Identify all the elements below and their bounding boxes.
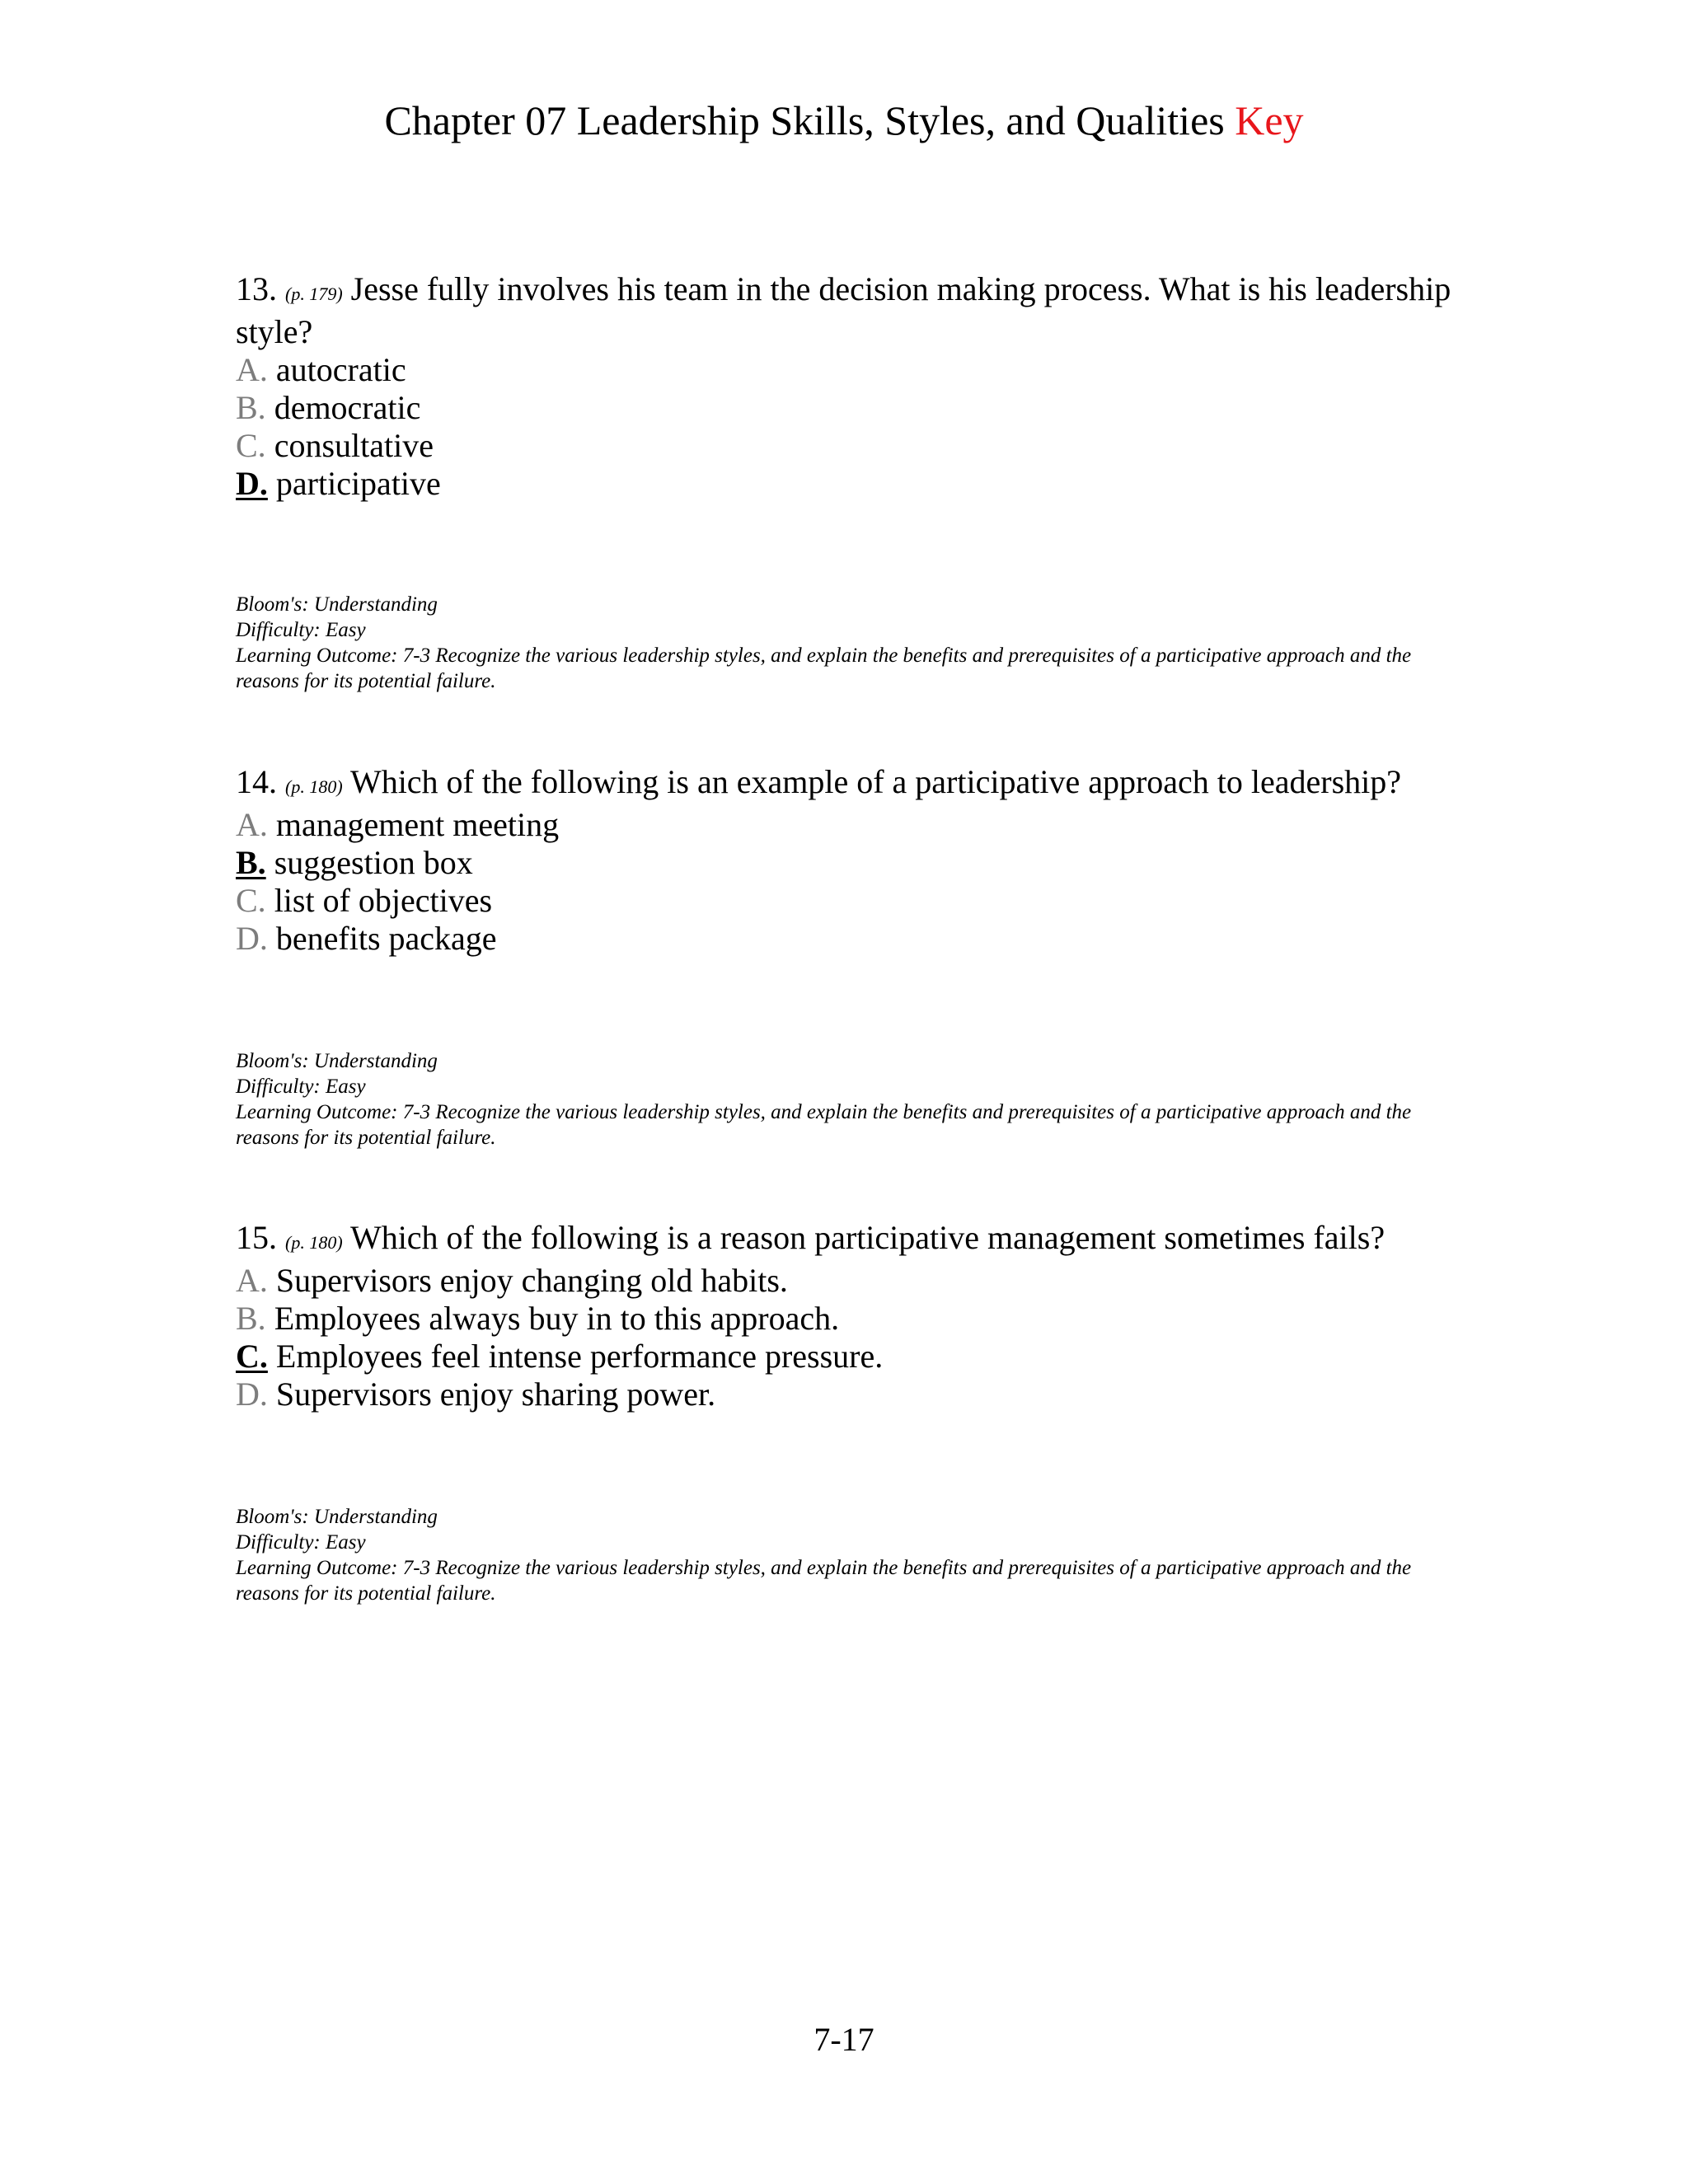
option-letter: C. [236,427,266,464]
page-reference: (p. 179) [285,284,343,304]
question-number: 13. [236,270,277,307]
blooms-level: Bloom's: Understanding [236,593,438,616]
answer-key-label: Key [1235,97,1304,143]
option-d-correct [236,465,1472,503]
option-text: management meeting [275,806,560,843]
question-14-metadata [236,1048,1472,1151]
option-letter: C. [236,882,266,919]
question-13-metadata [236,592,1472,694]
option-letter: A. [236,806,268,843]
option-text: Employees always buy in to this approach. [274,1300,840,1337]
option-text: participative [275,465,441,502]
learning-outcome: Learning Outcome: 7-3 Recognize the various leadership styles, and explain the benefits and prerequisites of a participative approach and the reasons for its potential failure. [236,1101,1412,1149]
question-text: Jesse fully involves his team in the decision making process. What is his leadership style? [236,270,1451,350]
option-text: consultative [274,427,434,464]
option-text: suggestion box [274,844,473,881]
option-text: Employees feel intense performance pressure. [275,1338,884,1375]
page-title [0,96,1688,145]
page-number: 7-17 [814,2021,874,2058]
question-14 [236,763,1472,958]
option-text: list of objectives [274,882,493,919]
option-a [236,806,1472,844]
correct-answer-letter: C. [236,1338,268,1375]
option-b [236,1300,1472,1338]
option-text: democratic [274,389,421,426]
option-b-correct [236,844,1472,882]
option-letter: B. [236,389,266,426]
question-stem [236,270,1472,351]
page-reference: (p. 180) [285,1232,343,1253]
option-b [236,389,1472,427]
option-d [236,1376,1472,1413]
option-letter: A. [236,351,268,388]
question-text: Which of the following is a reason participative management sometimes fails? [349,1219,1386,1256]
blooms-level: Bloom's: Understanding [236,1050,438,1072]
option-letter: B. [236,1300,266,1337]
question-text: Which of the following is an example of a participative approach to leadership? [349,763,1402,800]
blooms-level: Bloom's: Understanding [236,1506,438,1528]
question-stem [236,763,1472,806]
correct-answer-letter: D. [236,465,268,502]
question-number: 15. [236,1219,277,1256]
option-letter: A. [236,1262,268,1299]
option-letter: D. [236,1376,268,1413]
question-13 [236,270,1472,503]
question-number: 14. [236,763,277,800]
option-a [236,351,1472,389]
option-c [236,882,1472,920]
correct-answer-letter: B. [236,844,266,881]
learning-outcome: Learning Outcome: 7-3 Recognize the various leadership styles, and explain the benefits and prerequisites of a participative approach and the reasons for its potential failure. [236,1557,1412,1605]
page-title-main: Chapter 07 Leadership Skills, Styles, and Qualities [384,97,1236,143]
page-reference: (p. 180) [285,776,343,797]
option-text: Supervisors enjoy changing old habits. [275,1262,788,1299]
question-stem [236,1219,1472,1262]
option-c-correct [236,1338,1472,1376]
learning-outcome: Learning Outcome: 7-3 Recognize the various leadership styles, and explain the benefits and prerequisites of a participative approach and the reasons for its potential failure. [236,644,1412,692]
question-15-metadata [236,1504,1472,1606]
option-text: autocratic [275,351,406,388]
option-a [236,1262,1472,1300]
option-c [236,427,1472,465]
difficulty: Difficulty: Easy [236,1531,366,1554]
difficulty: Difficulty: Easy [236,1076,366,1098]
option-d [236,920,1472,958]
question-15 [236,1219,1472,1413]
option-letter: D. [236,920,268,957]
option-text: benefits package [275,920,497,957]
option-text: Supervisors enjoy sharing power. [275,1376,716,1413]
difficulty: Difficulty: Easy [236,619,366,641]
